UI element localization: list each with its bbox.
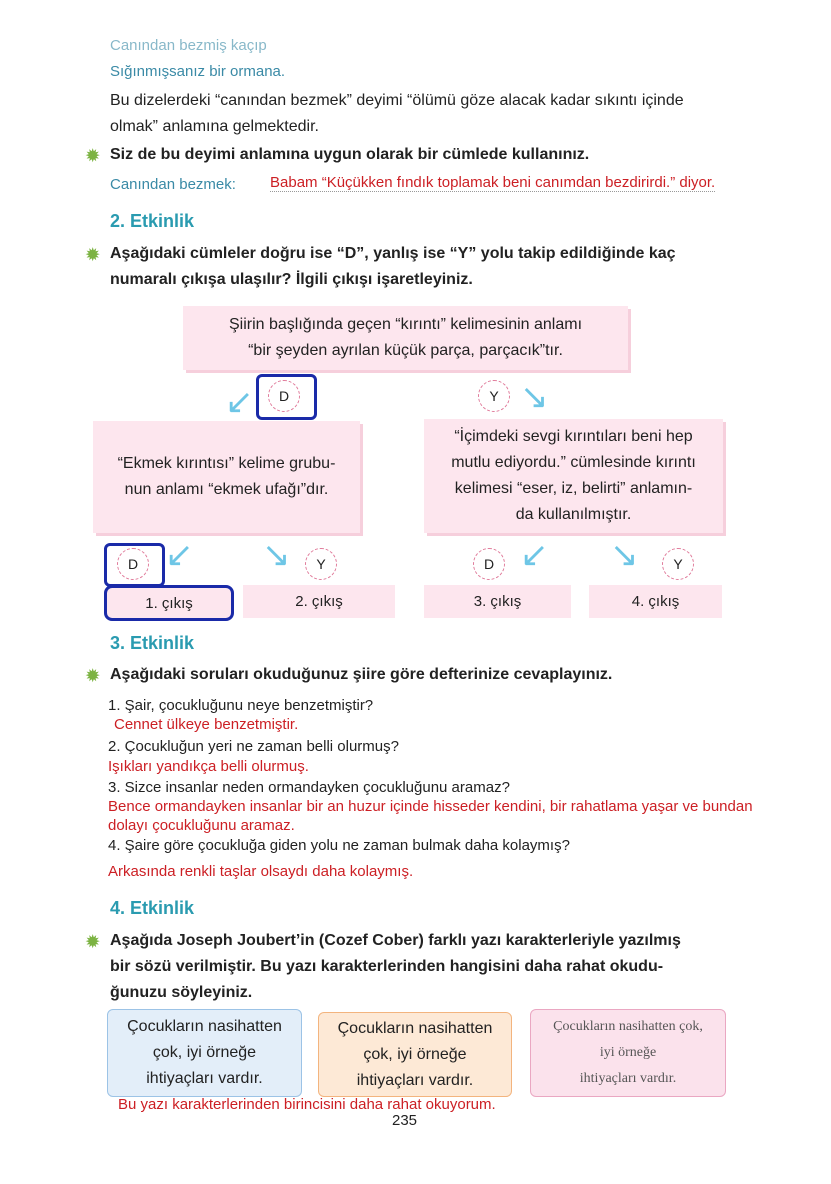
answer-text[interactable]: Işıkları yandıkça belli olurmuş. — [108, 758, 309, 775]
choice-y[interactable]: Y — [478, 380, 510, 412]
intro-text: olmak” anlamına gelmektedir. — [110, 118, 319, 135]
sample-line: ihtiyaçları vardır. — [146, 1070, 263, 1087]
bullet-star-icon: ✹ — [86, 668, 100, 685]
sample-line: çok, iyi örneğe — [152, 1044, 257, 1061]
poem-line: Canından bezmiş kaçıp — [110, 37, 267, 54]
bullet-star-icon: ✹ — [86, 247, 100, 264]
activity-title: 2. Etkinlik — [110, 211, 195, 231]
activity-instruction: bir sözü verilmiştir. Bu yazı karakterlerinden hangisini daha rahat okudu- — [110, 958, 664, 975]
sample-line: ihtiyaçları vardır. — [356, 1071, 474, 1089]
exit-2[interactable]: 2. çıkış — [243, 585, 395, 618]
exit-4[interactable]: 4. çıkış — [589, 585, 722, 618]
arrow-down-left-icon: ↙ — [520, 536, 549, 574]
statement-line: “Ekmek kırıntısı” kelime grubu- — [117, 455, 336, 472]
answer-text[interactable]: Babam “Küçükken fındık toplamak beni canımdan bezdirirdi.” diyor. — [270, 174, 716, 191]
sample-line: çok, iyi örneğe — [363, 1045, 467, 1063]
choice-d[interactable]: D — [117, 548, 149, 580]
question: 2. Çocukluğun yeri ne zaman belli olurmuş? — [108, 738, 399, 755]
activity-instruction: numaralı çıkışa ulaşılır? İlgili çıkışı işaretleyiniz. — [110, 271, 473, 288]
task-instruction: Siz de bu deyimi anlamına uygun olarak bir cümlede kullanınız. — [110, 146, 590, 163]
statement-line: da kullanılmıştır. — [515, 506, 632, 523]
activity-instruction: Aşağıdaki cümleler doğru ise “D”, yanlış ise “Y” yolu takip edildiğinde kaç — [110, 245, 676, 262]
choice-d[interactable]: D — [268, 380, 300, 412]
intro-text: Bu dizelerdeki “canından bezmek” deyimi “ölümü göze alacak kadar sıkıntı içinde — [110, 92, 684, 109]
answer-text[interactable]: Cennet ülkeye benzetmiştir. — [114, 716, 299, 733]
arrow-down-right-icon: ↘ — [520, 378, 549, 416]
activity-instruction: Aşağıda Joseph Joubert’in (Cozef Cober) farklı yazı karakterleriyle yazılmış — [110, 932, 681, 949]
choice-d[interactable]: D — [473, 548, 505, 580]
arrow-down-right-icon: ↘ — [610, 536, 639, 574]
exit-1[interactable]: 1. çıkış — [104, 585, 234, 621]
answer-text[interactable]: Arkasında renkli taşlar olsaydı daha kolaymış. — [108, 863, 414, 880]
statement-left — [93, 421, 360, 533]
answer-label: Canından bezmek: — [110, 176, 236, 193]
sample-line: ihtiyaçları vardır. — [579, 1071, 677, 1086]
font-sample-2 — [318, 1012, 512, 1097]
arrow-down-left-icon: ↙ — [225, 383, 254, 421]
statement-line: nun anlamı “ekmek ufağı”dır. — [124, 481, 329, 498]
sample-line: iyi örneğe — [599, 1045, 657, 1060]
answer-text[interactable]: dolayı çocukluğunu aramaz. — [108, 817, 295, 834]
statement-line: “bir şeyden ayrılan küçük parça, parçacık”tır. — [248, 342, 563, 359]
choice-y[interactable]: Y — [662, 548, 694, 580]
font-sample-1 — [107, 1009, 302, 1097]
activity-title: 3. Etkinlik — [110, 633, 195, 653]
font-sample-3 — [530, 1009, 726, 1097]
page-number: 235 — [392, 1112, 418, 1129]
bullet-star-icon: ✹ — [86, 148, 100, 165]
exit-3[interactable]: 3. çıkış — [424, 585, 571, 618]
answer-text[interactable]: Bence ormandayken insanlar bir an huzur içinde hisseder kendini, bir rahatlama yaşar ve bundan — [108, 798, 753, 815]
choice-y[interactable]: Y — [305, 548, 337, 580]
activity-instruction: ğunuzu söyleyiniz. — [110, 984, 253, 1001]
question: 3. Sizce insanlar neden ormandayken çocukluğunu aramaz? — [108, 779, 510, 796]
question: 4. Şaire göre çocukluğa giden yolu ne zaman bulmak daha kolaymış? — [108, 837, 570, 854]
answer-text[interactable]: Bu yazı karakterlerinden birincisini daha rahat okuyorum. — [118, 1096, 496, 1113]
poem-line: Sığınmışsanız bir ormana. — [110, 63, 286, 80]
bullet-star-icon: ✹ — [86, 934, 100, 951]
statement-line: mutlu ediyordu.” cümlesinde kırıntı — [451, 454, 696, 471]
arrow-down-right-icon: ↘ — [262, 536, 291, 574]
sample-line: Çocukların nasihatten çok, — [553, 1019, 703, 1034]
arrow-down-left-icon: ↙ — [165, 536, 194, 574]
sample-line: Çocukların nasihatten — [337, 1019, 493, 1037]
sample-line: Çocukların nasihatten — [127, 1018, 282, 1035]
activity-instruction: Aşağıdaki soruları okuduğunuz şiire göre defterinize cevaplayınız. — [110, 666, 613, 683]
statement-top — [183, 306, 628, 370]
statement-line: “İçimdeki sevgi kırıntıları beni hep — [454, 428, 693, 445]
statement-line: Şiirin başlığında geçen “kırıntı” kelimesinin anlamı — [228, 316, 583, 333]
activity-title: 4. Etkinlik — [110, 898, 195, 918]
statement-line: kelimesi “eser, iz, belirti” anlamın- — [454, 480, 693, 497]
question: 1. Şair, çocukluğunu neye benzetmiştir? — [108, 697, 374, 714]
statement-right — [424, 419, 723, 533]
